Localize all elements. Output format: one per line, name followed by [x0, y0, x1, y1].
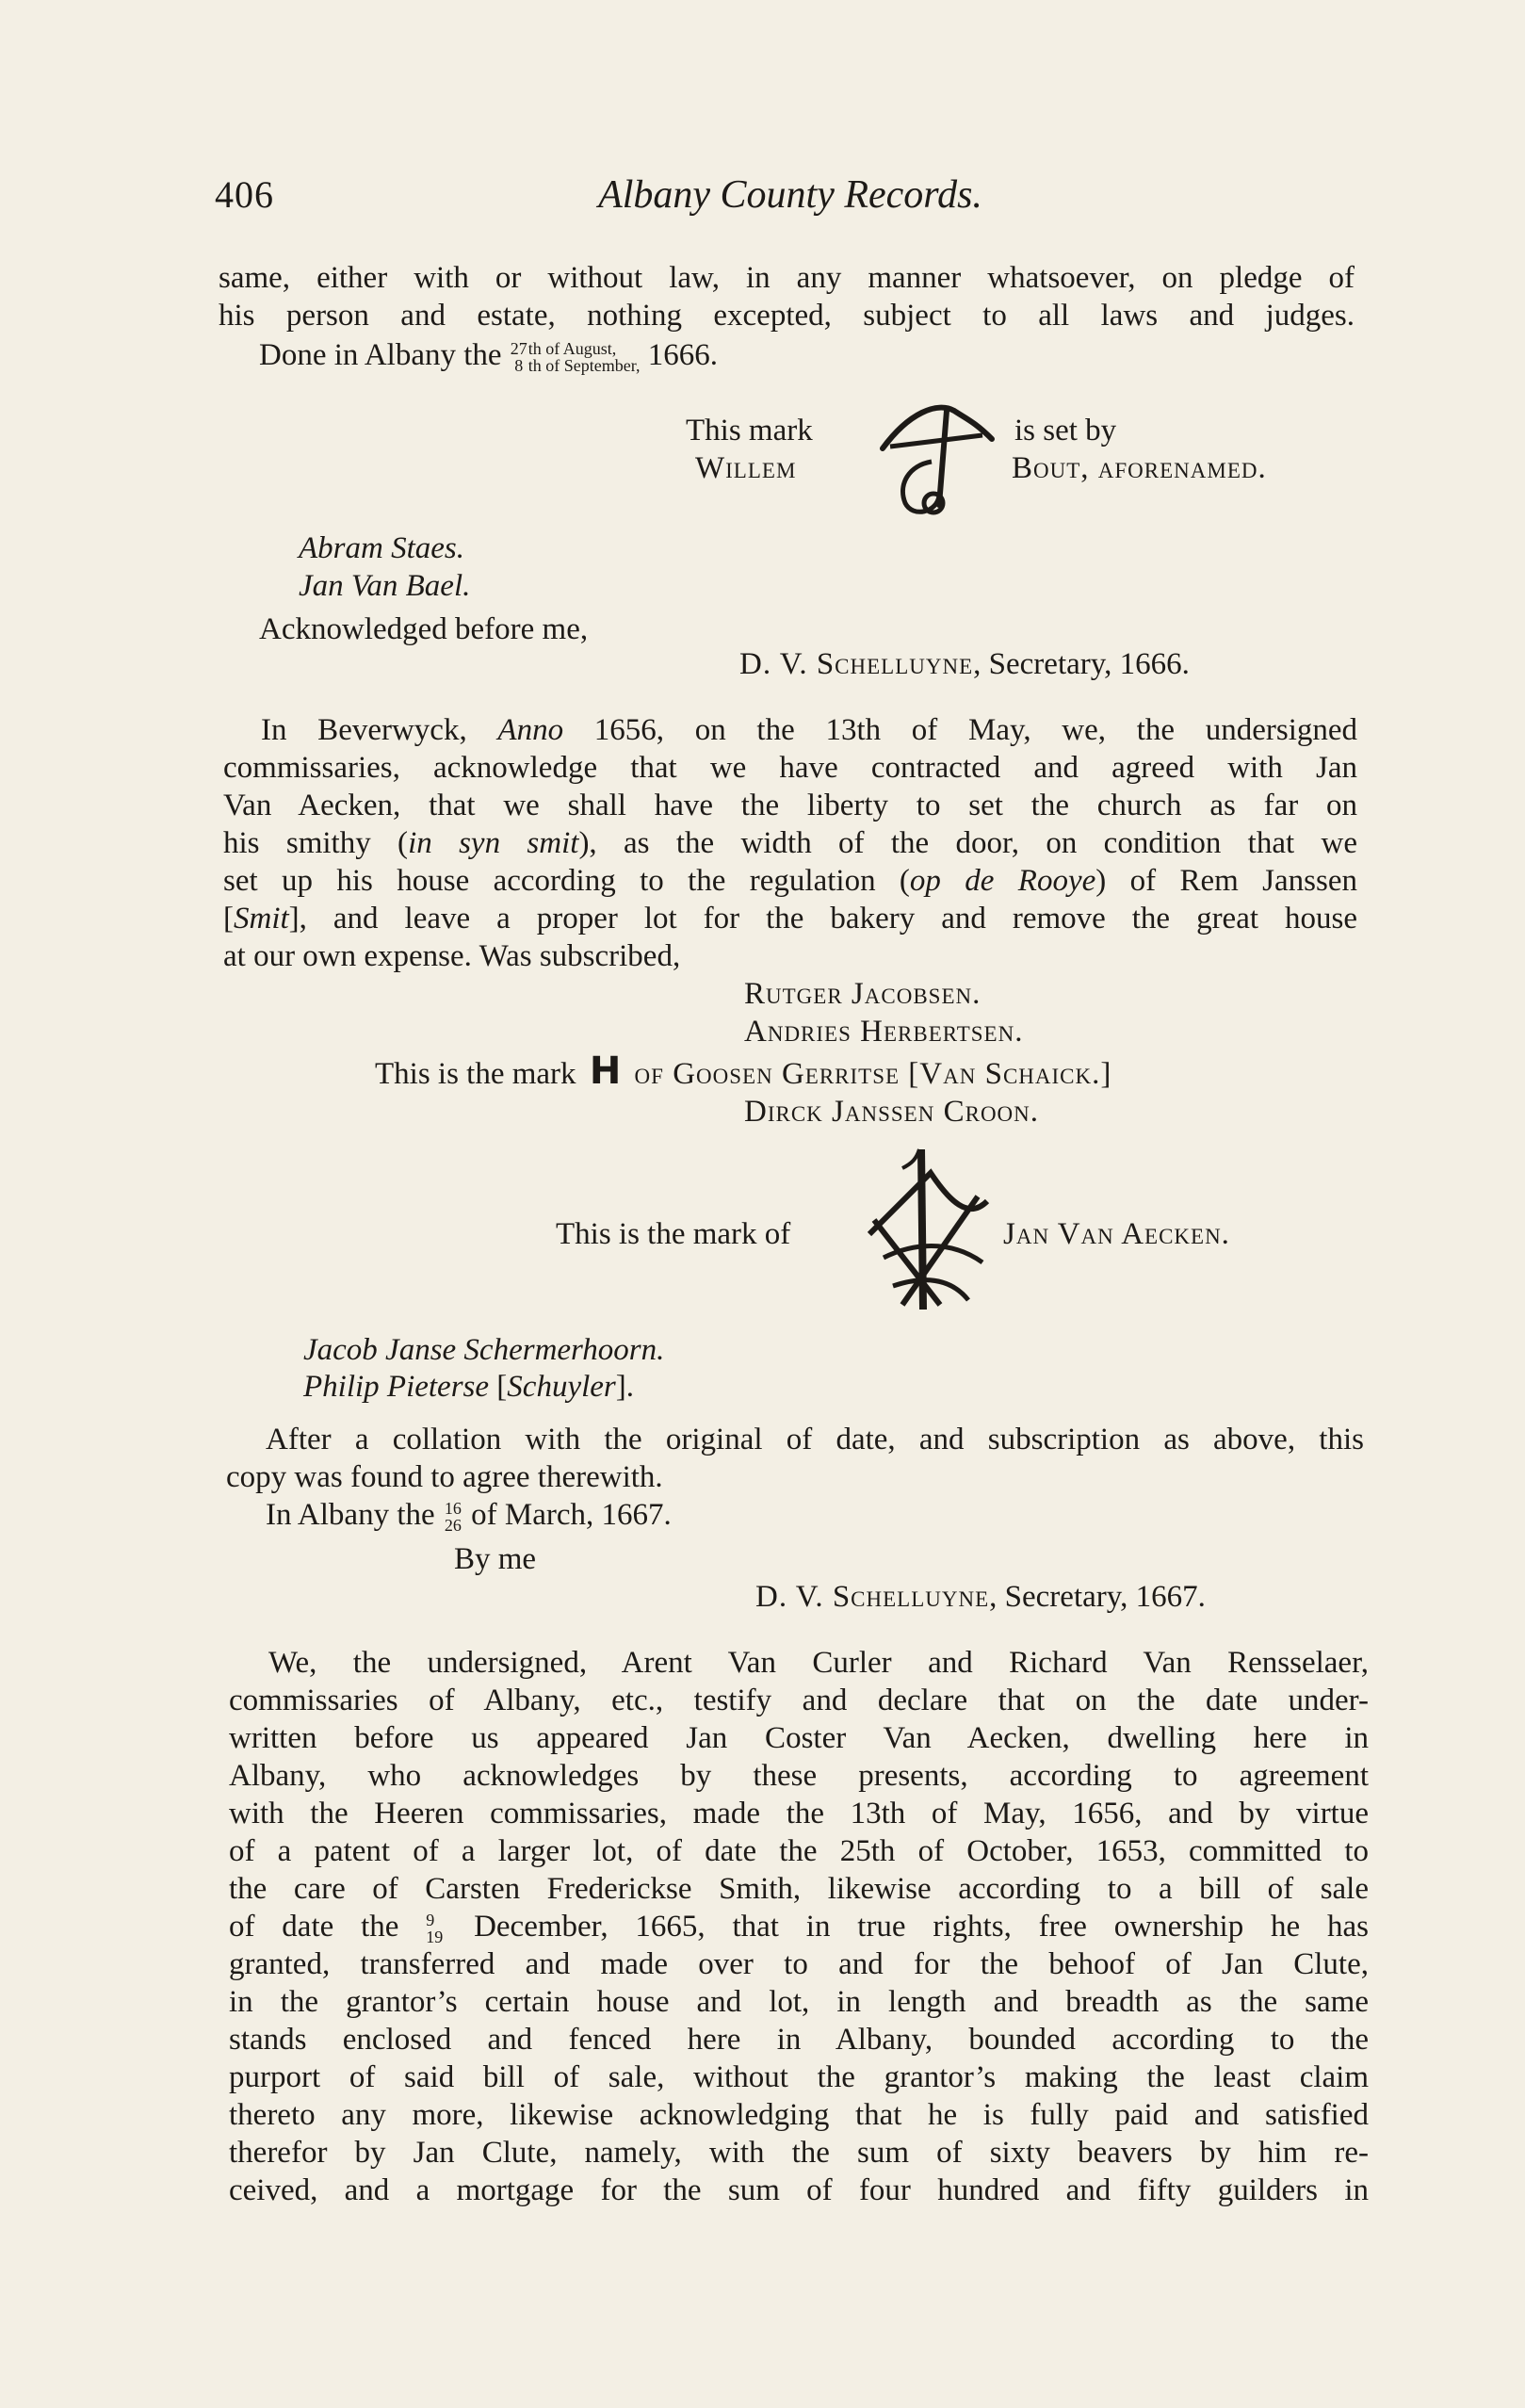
text-line: After a collation with the original of date, and subscription as above, this — [266, 1423, 1364, 1456]
goosen-mark-icon: H — [589, 1049, 622, 1093]
text-line: of date the 9 19 December, 1665, that in true rights, free ownership he has — [229, 1910, 1369, 1945]
text-line: with the Heeren commissaries, made the 13th of May, 1656, and by virtue — [229, 1797, 1369, 1830]
date-line: In Albany the 16 26 of March, 1667. — [266, 1498, 672, 1536]
page-header — [215, 172, 1366, 229]
text-line: By me — [454, 1542, 537, 1576]
witness-name: Abram Staes. — [299, 531, 464, 565]
mark-label-left: This is the mark of — [556, 1217, 791, 1251]
signature-secretary: D. V. Schelluyne, Secretary, 1666. — [739, 647, 1190, 681]
text-line: thereto any more, likewise acknowledging that he is fully paid and satisfied — [229, 2098, 1369, 2132]
text-line: stands enclosed and fenced here in Albany, bounded according to the — [229, 2023, 1369, 2057]
text-line: the care of Carsten Frederickse Smith, likewise according to a bill of sale — [229, 1872, 1369, 1906]
mark-label-right: Jan Van Aecken. — [1003, 1217, 1230, 1251]
text-line: of a patent of a larger lot, of date the 25th of October, 1653, committed to — [229, 1834, 1369, 1868]
text-line: commissaries, acknowledge that we have contracted and agreed with Jan — [223, 751, 1357, 785]
text-line: purport of said bill of sale, without the grantor’s making the least claim — [229, 2060, 1369, 2094]
witness-name: Philip Pieterse [Schuyler]. — [303, 1370, 634, 1404]
signer-mark-line: This is the mark H of Goosen Gerritse [Van Schaick.] — [375, 1049, 1112, 1093]
mark-label-left-top: This mark — [686, 414, 813, 447]
text-line: ceived, and a mortgage for the sum of four hundred and fifty guilders in — [229, 2173, 1369, 2207]
text-line: his person and estate, nothing excepted, subject to all laws and judges. — [219, 299, 1355, 333]
text-line: therefor by Jan Clute, namely, with the sum of sixty beavers by him re- — [229, 2136, 1369, 2170]
date-fraction: 16 26 — [444, 1499, 462, 1536]
signer-name: Rutger Jacobsen. — [744, 977, 982, 1011]
mark-label-right-bottom: Bout, aforenamed. — [1012, 451, 1267, 485]
jan-van-aecken-mark-icon — [865, 1145, 997, 1324]
text-line: Van Aecken, that we shall have the liberty to set the church as far on — [223, 789, 1357, 822]
witness-name: Jacob Janse Schermerhoorn. — [303, 1333, 665, 1367]
signature-secretary: D. V. Schelluyne, Secretary, 1667. — [755, 1580, 1206, 1614]
text-line: Albany, who acknowledges by these presents, according to agreement — [229, 1759, 1369, 1793]
text-line: granted, transferred and made over to and for the behoof of Jan Clute, — [229, 1947, 1369, 1981]
date-line: Done in Albany the 27 8 th of August, th of September, 1666. — [259, 338, 719, 376]
mark-label-right-top: is set by — [1014, 414, 1117, 447]
mark-label-left-bottom: Willem — [695, 451, 797, 485]
willem-bout-mark-icon — [871, 394, 1003, 521]
text-line: in the grantor’s certain house and lot, in length and breadth as the same — [229, 1985, 1369, 2019]
running-title: Albany County Records. — [598, 173, 982, 217]
text-line: copy was found to agree therewith. — [226, 1460, 663, 1494]
text-line: [Smit], and leave a proper lot for the bakery and remove the great house — [223, 902, 1357, 936]
text-line: his smithy (in syn smit), as the width of the door, on condition that we — [223, 826, 1357, 860]
witness-name: Jan Van Bael. — [299, 569, 471, 603]
signer-name: Dirck Janssen Croon. — [744, 1095, 1040, 1129]
text-line: same, either with or without law, in any manner whatsoever, on pledge of — [219, 261, 1355, 295]
text-line: written before us appeared Jan Coster Van Aecken, dwelling here in — [229, 1721, 1369, 1755]
text-line: In Beverwyck, Anno 1656, on the 13th of May, we, the undersigned — [261, 713, 1357, 747]
date-fraction: 27 8 — [510, 339, 527, 376]
text-line: We, the undersigned, Arent Van Curler and Richard Van Rensselaer, — [268, 1646, 1369, 1680]
acknowledgement: Acknowledged before me, — [259, 612, 589, 646]
text-line: set up his house according to the regulation (op de Rooye) of Rem Janssen — [223, 864, 1357, 898]
text-line: commissaries of Albany, etc., testify and declare that on the date under- — [229, 1684, 1369, 1717]
page-number: 406 — [215, 173, 274, 216]
text-line: at our own expense. Was subscribed, — [223, 939, 681, 973]
signer-name: Andries Herbertsen. — [744, 1015, 1024, 1049]
